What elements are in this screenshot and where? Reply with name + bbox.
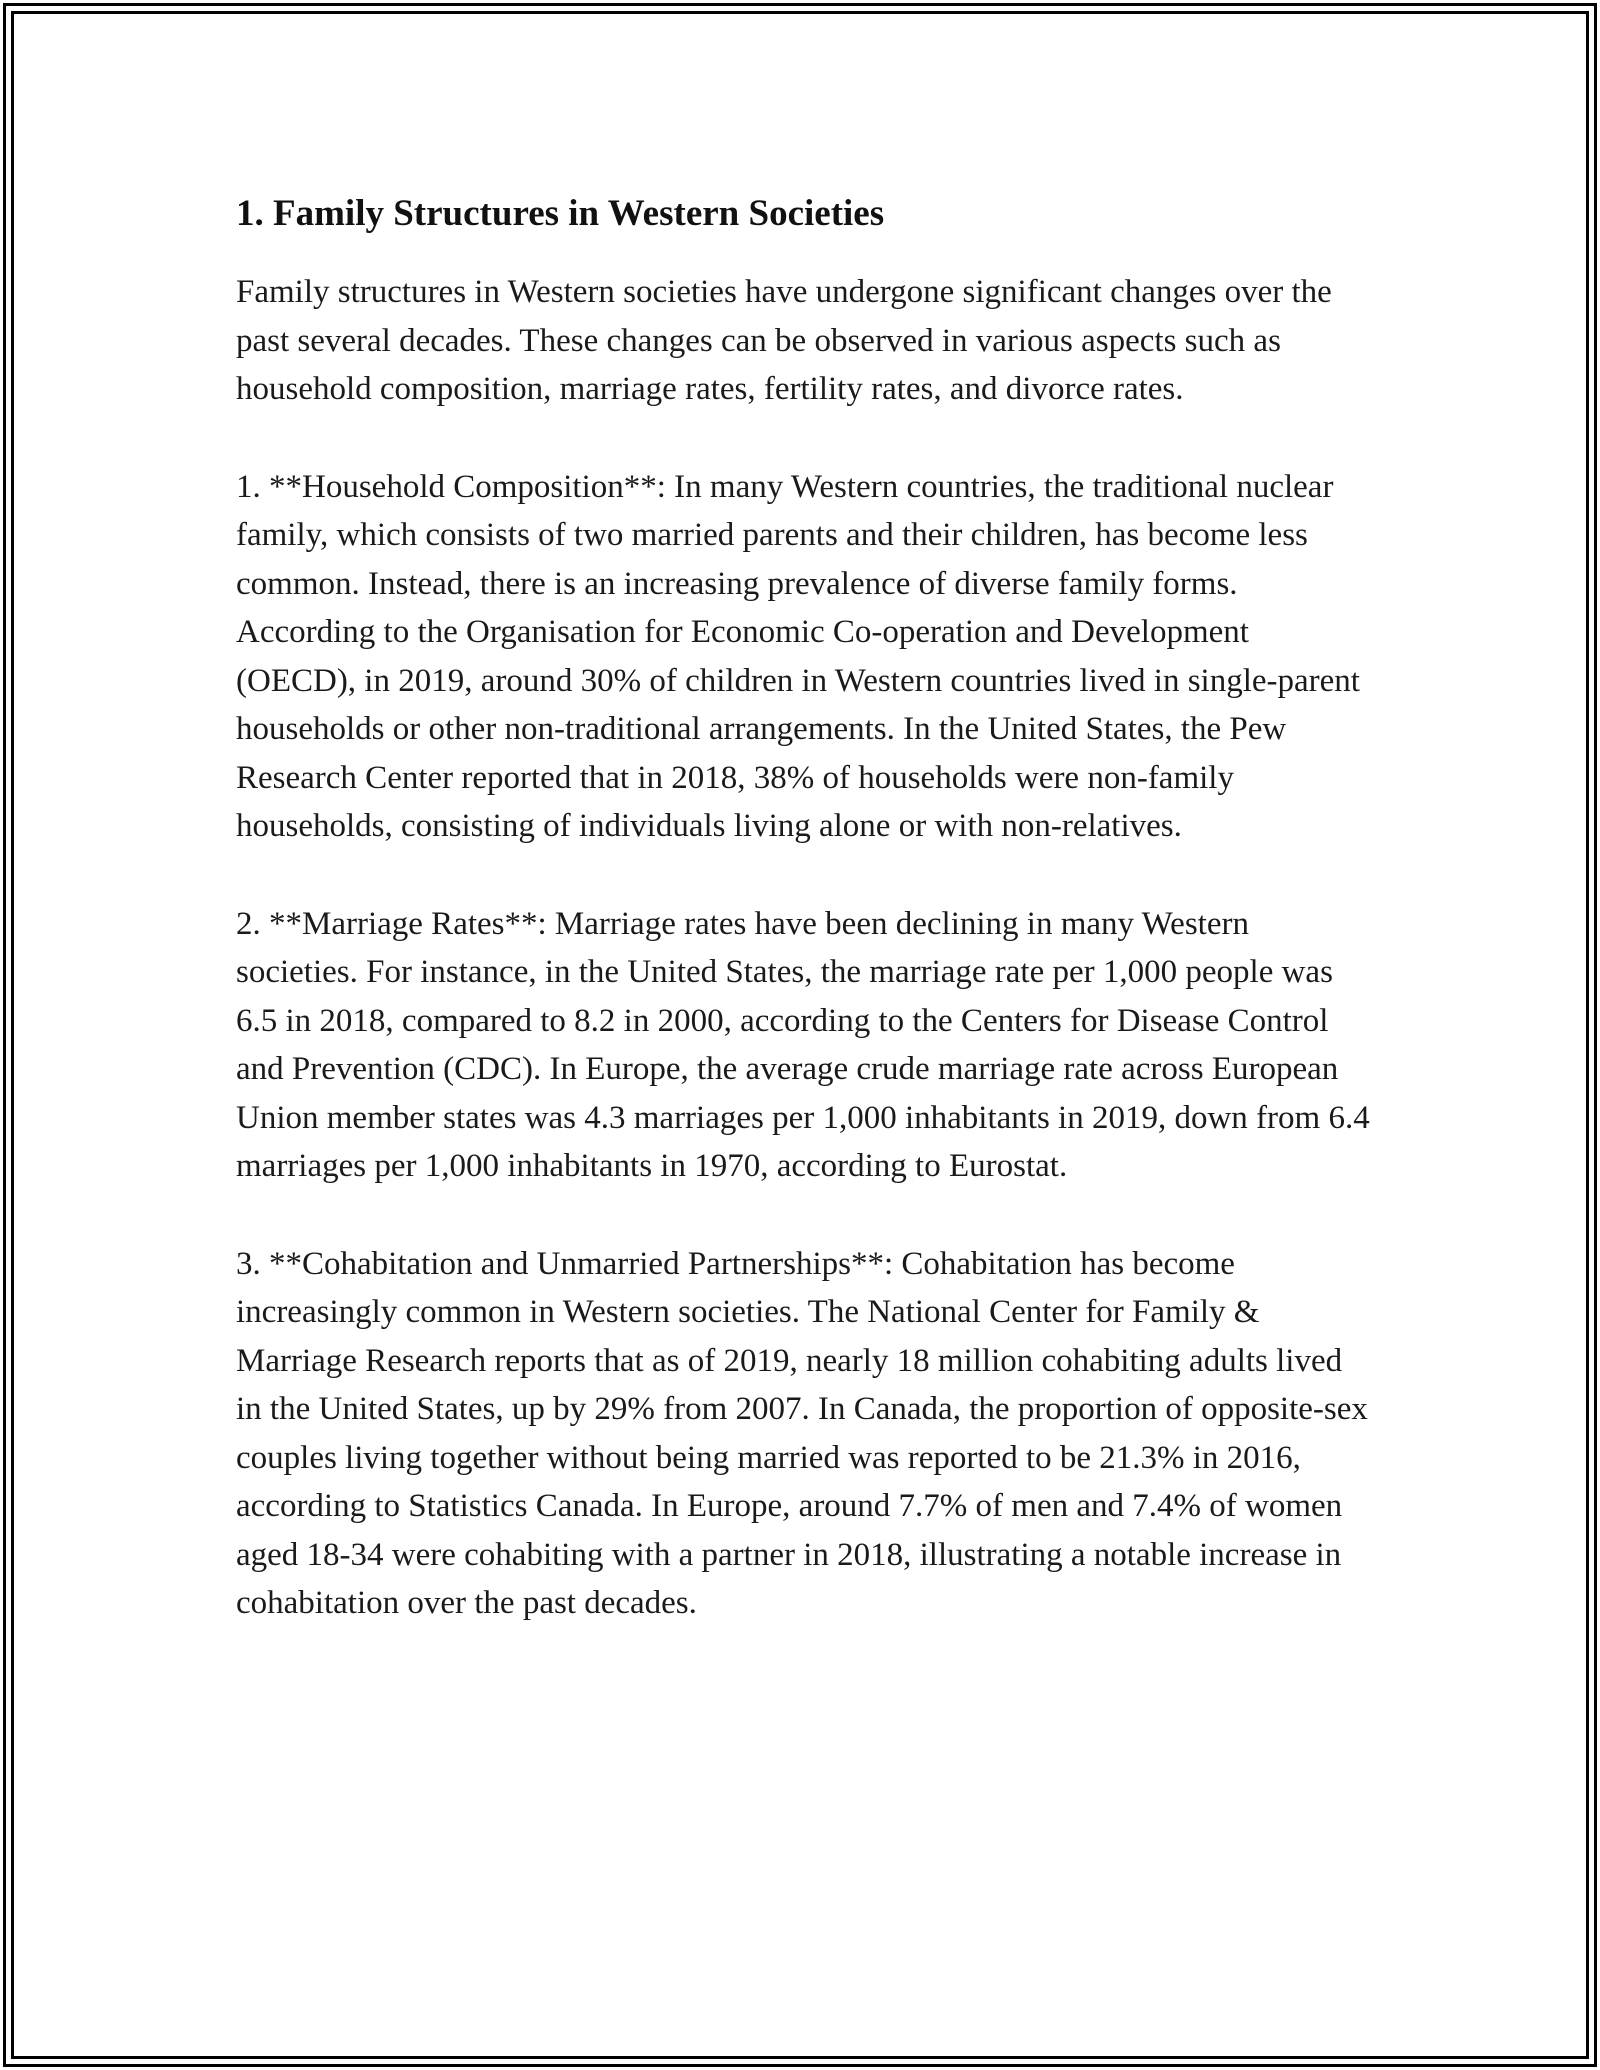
household-composition-paragraph: 1. **Household Composition**: In many Western countries, the traditional nuclear family, which consists of two married parents and their children, has become less common. Instead, there is an increasing prevalence of diverse family forms. According to the Organisation for Economic Co-operation and Development (OECD), in 2019, around 30% of children in Western countries lived in single-parent households or other non-traditional arrangements. In the United States, the Pew Research Center reported that in 2018, 38% of households were non-family households, consisting of individuals living alone or with non-relatives. — [236, 468, 1360, 844]
intro-paragraph: Family structures in Western societies have undergone significant changes over the past several decades. These changes can be observed in various aspects such as household composition, marriage rates, fertility rates, and divorce rates. — [236, 274, 1332, 407]
document-body — [236, 186, 1376, 1677]
cohabitation-paragraph: 3. **Cohabitation and Unmarried Partnerships**: Cohabitation has become increasingly common in Western societies. The National Center for Family & Marriage Research reports that as of 2019, nearly 18 million cohabiting adults lived in the United States, up by 29% from 2007. In Canada, the proportion of opposite-sex couples living together without being married was reported to be 21.3% in 2016, according to Statistics Canada. In Europe, around 7.7% of men and 7.4% of women aged 18-34 were cohabiting with a partner in 2018, illustrating a notable increase in cohabitation over the past decades. — [236, 1245, 1368, 1621]
section-heading: 1. Family Structures in Western Societies — [236, 193, 885, 234]
marriage-rates-paragraph: 2. **Marriage Rates**: Marriage rates have been declining in many Western societies. For instance, in the United States, the marriage rate per 1,000 people was 6.5 in 2018, compared to 8.2 in 2000, according to the Centers for Disease Control and Prevention (CDC). In Europe, the average crude marriage rate across European Union member states was 4.3 marriages per 1,000 inhabitants in 2019, down from 6.4 marriages per 1,000 inhabitants in 1970, according to Eurostat. — [236, 905, 1370, 1184]
